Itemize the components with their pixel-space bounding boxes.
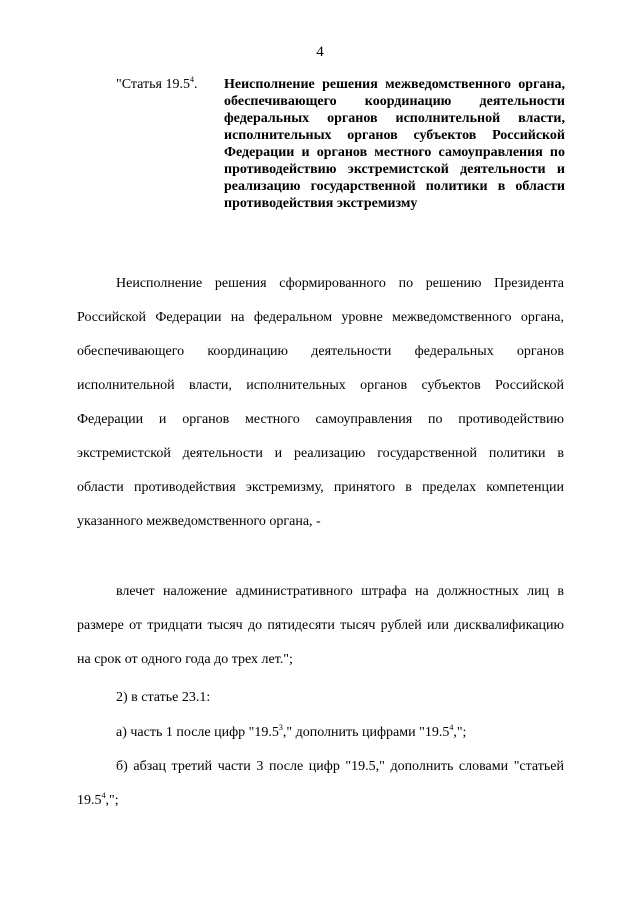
amendment-item-b-text-1: б) абзац третий части 3 после цифр "19.5," дополнить словами "статьей 19.5 xyxy=(77,759,564,808)
amendment-item-b xyxy=(77,750,564,818)
amendment-item-2: 2) в статье 23.1: xyxy=(116,690,211,705)
article-label xyxy=(116,76,197,93)
article-label-superscript: 4 xyxy=(189,75,194,84)
amendment-item-b-superscript: 4 xyxy=(101,791,106,800)
article-label-prefix: "Статья 19.5 xyxy=(116,77,190,92)
amendment-item-a-superscript-1: 3 xyxy=(278,723,283,732)
article-heading xyxy=(116,76,565,246)
article-title: Неисполнение решения межведомственного органа, обеспечивающего координацию деятельности федеральных органов исполнительной власти, исполнительных органов субъектов Российской Федерации и органов местного самоуправления по противодействию экстремистской деятельности и реализацию государственной политики в области противодействия экстремизму xyxy=(224,77,565,211)
article-label-suffix: . xyxy=(193,77,198,92)
amendment-item-a-text-2: ," дополнить цифрами "19.5 xyxy=(282,725,450,740)
amendment-item-a-superscript-2: 4 xyxy=(449,723,454,732)
amendment-item-a-text-1: а) часть 1 после цифр "19.5 xyxy=(116,725,279,740)
amendment-item-b-text-2: ,"; xyxy=(105,793,119,808)
amendment-item-a-text-3: ,"; xyxy=(453,725,467,740)
amendment-item-a xyxy=(77,716,564,750)
page-number: 4 xyxy=(316,44,324,60)
penalty-paragraph: влечет наложение административного штрафа на должностных лиц в размере от тридцати тысяч до пятидесяти тысяч рублей или дисквалификацию на срок от одного года до трех лет."; xyxy=(77,584,564,667)
main-paragraph: Неисполнение решения сформированного по решению Президента Российской Федерации на федеральном уровне межведомственного органа, обеспечивающего координацию деятельности федеральных органов исполнительной власти, исполнительных органов субъектов Российской Федерации и органов местного самоуправления по противодействию экстремистской деятельности и реализацию государственной политики в области противодействия экстремизму, принятого в пределах компетенции указанного межведомственного органа, - xyxy=(77,276,564,529)
